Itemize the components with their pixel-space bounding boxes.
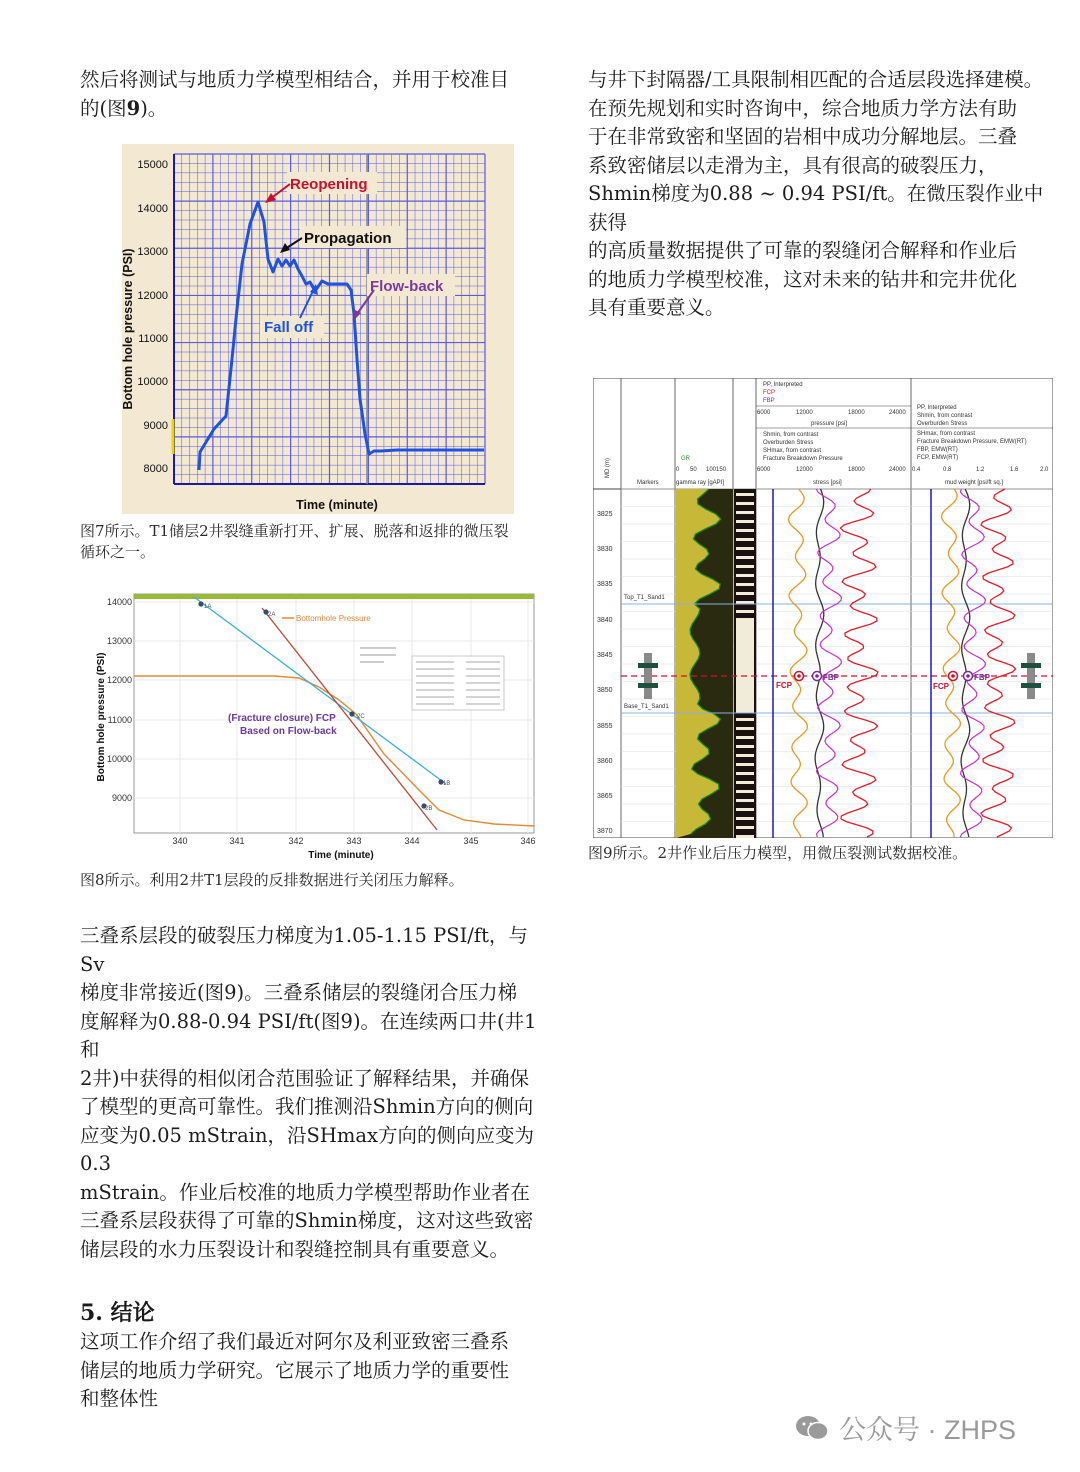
fig9-md-label: MD (m) <box>605 458 611 478</box>
fig9-lithology-band <box>736 745 754 748</box>
section-heading-conclusion: 5. 结论 <box>80 1300 155 1326</box>
fig9-mw-scale: 2.0 <box>1040 467 1049 473</box>
fig9-marker-top: Top_T1_Sand1 <box>624 595 665 601</box>
watermark-text: 公众号 · ZHPS <box>839 1415 1017 1445</box>
fig9-lithology-band <box>736 520 754 523</box>
fig7-y-tick: 12000 <box>137 290 168 302</box>
fig9-lithology-band <box>736 799 754 802</box>
left-paragraph-1: 然后将测试与地质力学模型相结合，并用于校准目 的(图9)。 <box>80 68 510 120</box>
fig9-lithology-band <box>736 835 754 838</box>
fig8-y-tick: 12000 <box>106 675 132 685</box>
fig8-x-tick: 342 <box>288 836 304 846</box>
fig9-mw-legend: SHmax, from contrast <box>917 431 976 437</box>
fig8-point-label: 1A <box>204 604 212 610</box>
figure-8-closure-analysis <box>94 592 544 866</box>
fig9-depth: 3860 <box>597 758 613 765</box>
fig8-y-tick: 9000 <box>111 793 132 803</box>
fig8-y-tick: 13000 <box>106 636 132 646</box>
fig9-gr-scale: 0 <box>676 467 680 473</box>
fig8-annotation-line1: (Fracture closure) FCP <box>228 713 336 724</box>
fig9-lithology-band <box>736 826 754 829</box>
fig9-mw-scale: 1.2 <box>976 467 985 473</box>
fig9-lithology-band <box>736 763 754 766</box>
wechat-watermark <box>795 1408 1016 1447</box>
fig8-point <box>198 601 203 606</box>
fig7-y-axis-label: Bottom hole pressure (PSI) <box>122 248 135 410</box>
fig8-point-label: 2C <box>357 714 365 720</box>
fig9-pressure-units: pressure [psi] <box>811 421 848 427</box>
fig9-pressure-scale: 24000 <box>889 410 906 416</box>
fig7-y-tick: 15000 <box>137 159 168 171</box>
fig7-y-tick: 8000 <box>143 463 168 475</box>
fig9-lithology-band <box>736 511 754 514</box>
fig9-mw-scale: 0.4 <box>912 467 921 473</box>
fig9-lithology-band <box>736 493 754 496</box>
fig9-pressure-legend: PP, Interpreted <box>763 382 803 388</box>
fig8-y-axis-label: Bottom hole pressure (PSI) <box>96 652 107 782</box>
fig7-y-tick: 13000 <box>137 246 168 258</box>
fig9-mw-legend: FCP, EMW(RT) <box>917 455 959 461</box>
fig8-x-tick: 346 <box>520 836 536 846</box>
fig8-y-tick: 10000 <box>106 754 132 764</box>
fig9-lithology-band <box>736 817 754 820</box>
fig7-x-axis-label: Time (minute) <box>296 498 378 512</box>
fig9-stress-legend: SHmax, from contrast <box>763 448 822 454</box>
fig9-lithology-band <box>736 718 754 721</box>
fig9-depth: 3840 <box>597 617 613 624</box>
fig9-markers-label: Markers <box>637 480 659 486</box>
fig7-annotation-reopening: Reopening <box>290 176 368 193</box>
fig9-fcp-label: FCP <box>776 681 792 690</box>
fig8-x-tick: 345 <box>463 836 479 846</box>
fig9-pressure-scale: 6000 <box>757 410 771 416</box>
fig9-mw-scale: 0.8 <box>943 467 952 473</box>
fig9-stress-scale: 18000 <box>848 467 865 473</box>
fig9-lithology-band <box>736 790 754 793</box>
fig9-lithology-band <box>736 583 754 586</box>
fig8-point <box>349 711 354 716</box>
fig8-point-label: 1B <box>443 781 451 787</box>
fig9-stress-units: stress [psi] <box>813 480 842 486</box>
fig9-pressure-scale: 12000 <box>796 410 813 416</box>
fig9-lithology-band <box>736 754 754 757</box>
fig9-stress-scale: 24000 <box>889 467 906 473</box>
fig8-x-axis-label: Time (minute) <box>308 850 374 861</box>
fig7-y-tick: 9000 <box>143 420 168 432</box>
fig9-gr-scale: 100150 <box>706 467 727 473</box>
fig8-y-tick: 11000 <box>107 715 132 725</box>
fig9-lithology-band <box>736 565 754 568</box>
left-paragraph-2: 三叠系层段的破裂压力梯度为1.05-1.15 PSI/ft，与Sv 梯度非常接近(图9)。三叠系储层的裂缝闭合压力梯 度解释为0.88-0.94 PSI/ft(图9)。在连续两口井(井1和 2井)中获得的相似闭合范围验证了解释结果，并确保 了模型的更高可靠性。我们推测沿Shmin方向的侧向 应变为0.05 mStrain，沿SHmax方向的侧向应变为0.3 mStrain。作业后校准的地质力学模型帮助作业者在 三叠系层段获得了可靠的Shmin梯度，这对这些致密 储层段的水力压裂设计和裂缝控制具有重要意义。 <box>80 924 537 1261</box>
fig9-lithology-band <box>736 538 754 541</box>
fig9-stress-legend: Shmin, from contrast <box>763 432 819 438</box>
fig8-point-label: 2B <box>425 806 433 812</box>
fig7-annotation-propagation: Propagation <box>304 230 392 247</box>
fig9-pressure-scale: 18000 <box>848 410 865 416</box>
fig9-lithology-band <box>736 610 754 613</box>
fig7-y-tick: 10000 <box>137 376 168 388</box>
fig7-annotation-flowback: Flow-back <box>370 278 444 295</box>
fig9-depth: 3870 <box>597 828 613 835</box>
fig9-depth: 3830 <box>597 546 613 553</box>
fig9-mw-legend: Shmin, from contrast <box>917 413 973 419</box>
fig8-legend: Bottomhole Pressure <box>296 614 371 623</box>
fig9-mw-legend: PP, Interpreted <box>917 405 957 411</box>
fig9-mw-legend: Overburden Stress <box>917 421 968 427</box>
figure-8-caption: 图8所示。利用2井T1层段的反排数据进行关闭压力解释。 <box>80 871 464 889</box>
fig8-x-tick: 340 <box>172 836 188 846</box>
fig9-gr-scale: 50 <box>690 467 697 473</box>
fig9-fcp-label-mw: FCP <box>933 682 949 691</box>
fig9-depth: 3835 <box>597 581 613 588</box>
fig9-lithology-band <box>736 808 754 811</box>
fig8-y-tick: 14000 <box>106 597 132 607</box>
fig9-lithology-band <box>736 727 754 730</box>
fig9-stress-scale: 12000 <box>796 467 813 473</box>
fig9-stress-scale: 6000 <box>757 467 771 473</box>
figure-7-caption: 图7所示。T1储层2井裂缝重新打开、扩展、脱落和返排的微压裂 循环之一。 <box>80 522 509 561</box>
fig9-depth: 3825 <box>597 511 613 518</box>
figure-9-well-log <box>593 378 1053 838</box>
fig9-lithology-sand <box>736 618 754 713</box>
fig9-pressure-legend: FCP <box>763 390 775 396</box>
fig8-x-tick: 341 <box>229 836 245 846</box>
fig7-y-tick: 14000 <box>137 203 168 215</box>
fig9-depth: 3855 <box>597 723 613 730</box>
fig9-lithology-band <box>736 529 754 532</box>
fig9-mw-scale: 1.6 <box>1010 467 1019 473</box>
fig9-depth: 3865 <box>597 793 613 800</box>
fig8-annotation-line2: Based on Flow-back <box>240 726 337 737</box>
right-paragraph-1: 与井下封隔器/工具限制相匹配的合适层段选择建模。 在预先规划和实时咨询中，综合地质力学方法有助 于在非常致密和坚固的岩相中成功分解地层。三叠 系致密储层以走滑为主，具有很高的破裂压力， Shmin梯度为0.88 ~ 0.94 PSI/ft。在微压裂作业中获得 的高质量数据提供了可靠的裂缝闭合解释和作业后 的地质力学模型校准，这对未来的钻井和完井优化 具有重要意义。 <box>588 68 1044 319</box>
fig8-point-label: 2A <box>268 612 276 618</box>
fig9-depth: 3850 <box>597 687 613 694</box>
fig9-depth: 3845 <box>597 652 613 659</box>
fig9-fbp-label-mw: FBP <box>974 673 990 682</box>
fig9-gr-units: gamma ray [gAPI] <box>676 480 725 486</box>
fig8-x-tick: 344 <box>404 836 420 846</box>
fig9-lithology-band <box>736 781 754 784</box>
fig9-lithology-band <box>736 556 754 559</box>
fig9-lithology-band <box>736 592 754 595</box>
fig9-mw-units: mud weight [psi/ft sq.] <box>945 480 1004 486</box>
fig9-mw-legend: FBP, EMW(RT) <box>917 447 958 453</box>
fig9-lithology-band <box>736 502 754 505</box>
fig7-annotation-falloff: Fall off <box>264 319 314 336</box>
figure-9-caption: 图9所示。2井作业后压力模型，用微压裂测试数据校准。 <box>588 844 968 862</box>
fig9-mw-legend: Fracture Breakdown Pressure, EMW(RT) <box>917 439 1027 445</box>
fig8-x-tick: 343 <box>346 836 362 846</box>
figure-7-microfrac-cycle <box>122 144 514 514</box>
fig9-marker-base: Base_T1_Sand1 <box>624 704 669 710</box>
fig9-lithology-band <box>736 772 754 775</box>
fig9-pressure-legend: FBP <box>763 398 775 404</box>
fig7-y-tick: 11000 <box>138 333 168 345</box>
fig9-fbp-label: FBP <box>823 673 839 682</box>
fig9-gr-legend: GR <box>681 456 690 462</box>
fig9-lithology-band <box>736 736 754 739</box>
fig9-stress-legend: Overburden Stress <box>763 440 814 446</box>
left-paragraph-3: 这项工作介绍了我们最近对阿尔及利亚致密三叠系 储层的地质力学研究。它展示了地质力学的重要性 和整体性 <box>80 1330 510 1410</box>
fig9-lithology-band <box>736 574 754 577</box>
fig9-stress-legend: Fracture Breakdown Pressure <box>763 456 843 462</box>
fig8-parameter-table <box>412 656 504 710</box>
wechat-icon <box>795 1415 829 1441</box>
fig9-lithology-band <box>736 547 754 550</box>
